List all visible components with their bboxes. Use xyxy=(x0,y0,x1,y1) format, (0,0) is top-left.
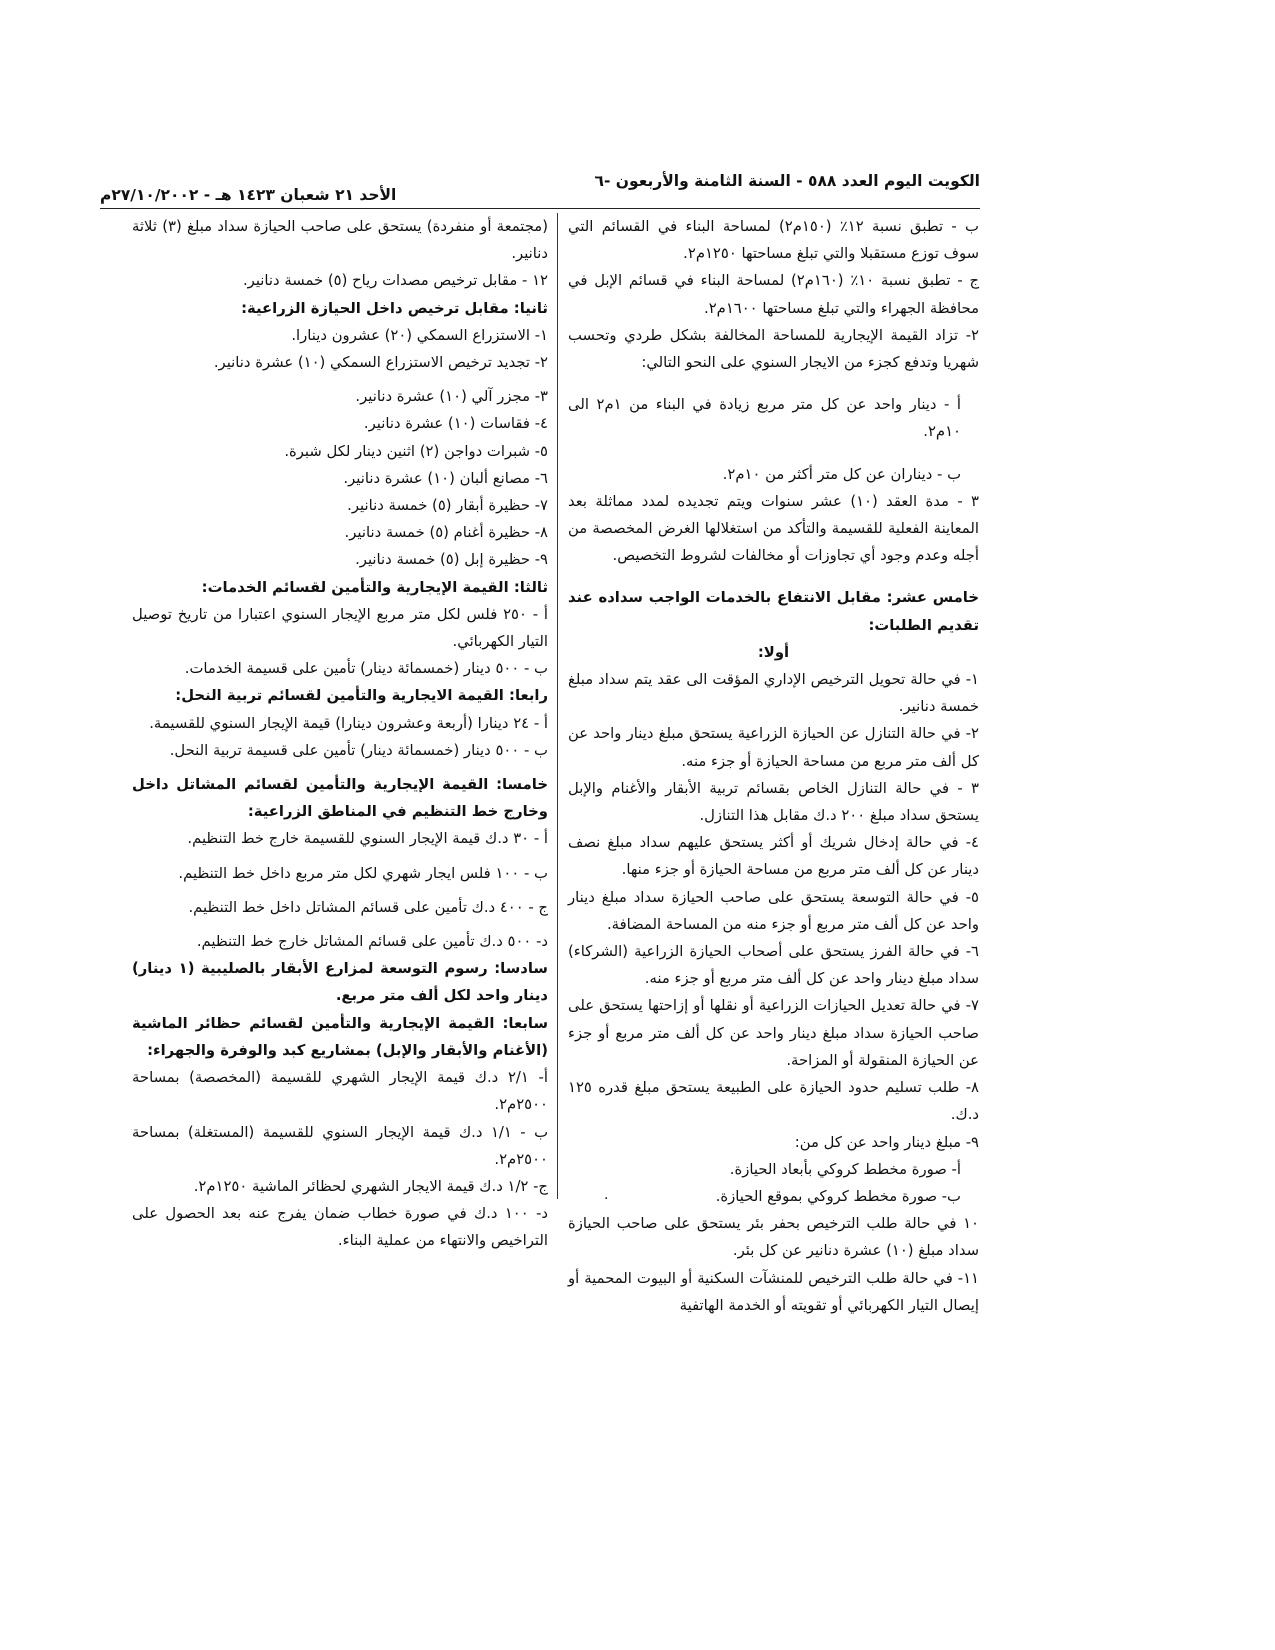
paragraph: ج - ٤٠٠ د.ك تأمين على قسائم المشاتل داخل خط التنظيم. xyxy=(188,898,548,916)
paragraph: ٩- مبلغ دينار واحد عن كل من: xyxy=(794,1133,979,1151)
paragraph: ١٢ - مقابل ترخيص مصدات رياح (٥) خمسة دنانير. xyxy=(242,272,548,290)
paragraph: ٦- مصانع ألبان (١٠) عشرة دنانير. xyxy=(343,469,548,487)
section-heading: خامس عشر: مقابل الانتفاع بالخدمات الواجب سداده عند تقديم الطلبات: xyxy=(568,589,979,634)
paragraph: ب - ٥٠٠ دينار (خمسمائة دينار) تأمين على قسيمة الخدمات. xyxy=(184,660,548,678)
paragraph: ٥- شبرات دواجن (٢) اثنين دينار لكل شبرة. xyxy=(284,442,548,460)
right-column xyxy=(568,213,979,1319)
paragraph: أ - دينار واحد عن كل متر مربع زيادة في البناء من ١م٢ الى ١٠م٢. xyxy=(568,396,961,441)
column-divider xyxy=(557,213,558,1199)
header-rule xyxy=(100,208,980,209)
paragraph: ٤- فقاسات (١٠) عشرة دنانير. xyxy=(363,415,548,433)
paragraph: ب - ديناران عن كل متر أكثر من ١٠م٢. xyxy=(722,465,961,483)
paragraph: ١٠ في حالة طلب الترخيص بحفر بئر يستحق على صاحب الحيازة سداد مبلغ (١٠) عشرة دنانير عن كل بئر. xyxy=(568,1215,979,1260)
paragraph: ج - تطبق نسبة ١٠٪ (١٦٠م٢) لمساحة البناء في قسائم الإبل في محافظة الجهراء والتي تبلغ مساحتها ١٦٠٠م٢. xyxy=(568,272,980,317)
section-heading: رابعا: القيمة الايجارية والتأمين لقسائم تربية النحل: xyxy=(175,687,548,705)
section-heading: ثانيا: مقابل ترخيص داخل الحيازة الزراعية: xyxy=(241,299,548,317)
paragraph: أ- ٢/١ د.ك قيمة الإيجار الشهري للقسيمة (المخصصة) بمساحة ٢٥٠٠م٢. xyxy=(132,1069,548,1114)
section-heading: ثالثا: القيمة الإيجارية والتأمين لقسائم الخدمات: xyxy=(201,578,548,596)
paragraph: ٢- في حالة التنازل عن الحيازة الزراعية يستحق مبلغ دينار واحد عن كل ألف متر مربع من مساحة الحيازة أو جزء منه. xyxy=(568,725,979,770)
paragraph: ٣ - في حالة التنازل الخاص بقسائم تربية الأبقار والأغنام والإبل يستحق سداد مبلغ ٢٠٠ د.ك مقابل هذا التنازل. xyxy=(568,779,979,825)
left-column xyxy=(132,213,548,1255)
paragraph: د- ١٠٠ د.ك في صورة خطاب ضمان يفرج عنه بعد الحصول على التراخيص والانتهاء من عملية البناء. xyxy=(132,1205,548,1250)
scan-speck: · xyxy=(604,1191,609,1207)
paragraph: ٢- تجديد ترخيص الاستزراع السمكي (١٠) عشرة دنانير. xyxy=(213,354,548,372)
paragraph: ٨- طلب تسليم حدود الحيازة على الطبيعة يستحق مبلغ قدره ١٢٥ د.ك. xyxy=(568,1079,979,1124)
paragraph: ١- الاستزراع السمكي (٢٠) عشرون دينارا. xyxy=(291,326,548,344)
paragraph: أ - ٢٤ دينارا (أربعة وعشرون دينارا) قيمة الإيجار السنوي للقسيمة. xyxy=(149,714,548,732)
paragraph: ١- في حالة تحويل الترخيص الإداري المؤقت الى عقد يتم سداد مبلغ خمسة دنانير. xyxy=(568,671,979,716)
section-heading: أولا: xyxy=(757,643,790,661)
paragraph: أ - ٣٠ د.ك قيمة الإيجار السنوي للقسيمة خارج خط التنظيم. xyxy=(187,830,548,848)
paragraph: ب - ١٠٠ فلس ايجار شهري لكل متر مربع داخل خط التنظيم. xyxy=(178,864,548,882)
gazette-date-label: الأحد ٢١ شعبان ١٤٢٣ هـ - ٢٧/١٠/٢٠٠٢م xyxy=(100,186,397,204)
paragraph: أ - ٢٥٠ فلس لكل متر مربع الإيجار السنوي اعتبارا من تاريخ توصيل التيار الكهربائي. xyxy=(132,605,549,651)
paragraph: ب - تطبق نسبة ١٢٪ (١٥٠م٢) لمساحة البناء في القسائم التي سوف توزع مستقبلا والتي تبلغ مساحتها ١٢٥٠م٢. xyxy=(568,218,979,263)
paragraph: (مجتمعة أو منفردة) يستحق على صاحب الحيازة سداد مبلغ (٣) ثلاثة دنانير. xyxy=(132,218,548,263)
paragraph: ب- صورة مخطط كروكي بموقع الحيازة. xyxy=(715,1187,961,1205)
paragraph: ب - ٥٠٠ دينار (خمسمائة دينار) تأمين على قسيمة تربية النحل. xyxy=(169,741,548,759)
paragraph: أ- صورة مخطط كروكي بأبعاد الحيازة. xyxy=(729,1160,961,1178)
paragraph: د- ٥٠٠ د.ك تأمين على قسائم المشاتل خارج خط التنظيم. xyxy=(196,933,548,951)
paragraph: ٧- حظيرة أبقار (٥) خمسة دنانير. xyxy=(347,497,548,515)
paragraph: ١١- في حالة طلب الترخيص للمنشآت السكنية أو البيوت المحمية أو إيصال التيار الكهربائي أو تقويته أو الخدمة الهاتفية xyxy=(568,1269,979,1314)
paragraph: ٥- في حالة التوسعة يستحق على صاحب الحيازة سداد مبلغ دينار واحد عن كل ألف متر مربع أو جزء منه من المساحة المضافة. xyxy=(568,888,979,933)
paragraph: ٩- حظيرة إبل (٥) خمسة دنانير. xyxy=(355,551,548,569)
section-heading: سابعا: القيمة الإيجارية والتأمين لقسائم حظائر الماشية (الأغنام والأبقار والإبل) بمشاريع كبد والوفرة والجهراء: xyxy=(132,1014,548,1059)
gazette-issue-label: الكويت اليوم العدد ٥٨٨ - السنة الثامنة والأربعون -٦ xyxy=(594,172,980,190)
paragraph: ٤- في حالة إدخال شريك أو أكثر يستحق عليهم سداد مبلغ نصف دينار عن كل ألف متر مربع من مساحة الحيازة أو جزء منها. xyxy=(568,834,979,879)
paragraph: ٦- في حالة الفرز يستحق على أصحاب الحيازة الزراعية (الشركاء) سداد مبلغ دينار واحد عن كل ألف متر مربع أو جزء منه. xyxy=(568,943,979,988)
paragraph: ب - ١/١ د.ك قيمة الإيجار السنوي للقسيمة (المستغلة) بمساحة ٢٥٠٠م٢. xyxy=(132,1123,549,1168)
paragraph: ٨- حظيرة أغنام (٥) خمسة دنانير. xyxy=(344,524,548,542)
paragraph: ج- ١/٢ د.ك قيمة الايجار الشهري لحظائر الماشية ١٢٥٠م٢. xyxy=(193,1177,548,1195)
paragraph: ٧- في حالة تعديل الحيازات الزراعية أو نقلها أو إزاحتها يستحق على صاحب الحيازة سداد مبلغ دينار واحد عن كل ألف متر مربع أو جزء عن الحيازة المنقولة أو المزاحة. xyxy=(568,997,979,1069)
paragraph: ٣- مجزر آلي (١٠) عشرة دنانير. xyxy=(355,388,548,406)
section-heading: خامسا: القيمة الإيجارية والتأمين لقسائم المشاتل داخل وخارج خط التنظيم في المناطق الزراعية: xyxy=(132,776,548,821)
paragraph: ٢- تزاد القيمة الإيجارية للمساحة المخالفة بشكل طردي وتحسب شهريا وتدفع كجزء من الايجار السنوي على النحو التالي: xyxy=(568,326,979,372)
page-header xyxy=(100,166,980,206)
section-heading: سادسا: رسوم التوسعة لمزارع الأبقار بالصليبية (١ دينار) دينار واحد لكل ألف متر مربع. xyxy=(132,960,548,1005)
paragraph: ٣ - مدة العقد (١٠) عشر سنوات ويتم تجديده لمدد مماثلة بعد المعاينة الفعلية للقسيمة والتأكد من استغلالها الغرض المخصصة من أجله وعدم وجود أي تجاوزات أو مخالفات لشروط التخصيص. xyxy=(568,492,979,565)
